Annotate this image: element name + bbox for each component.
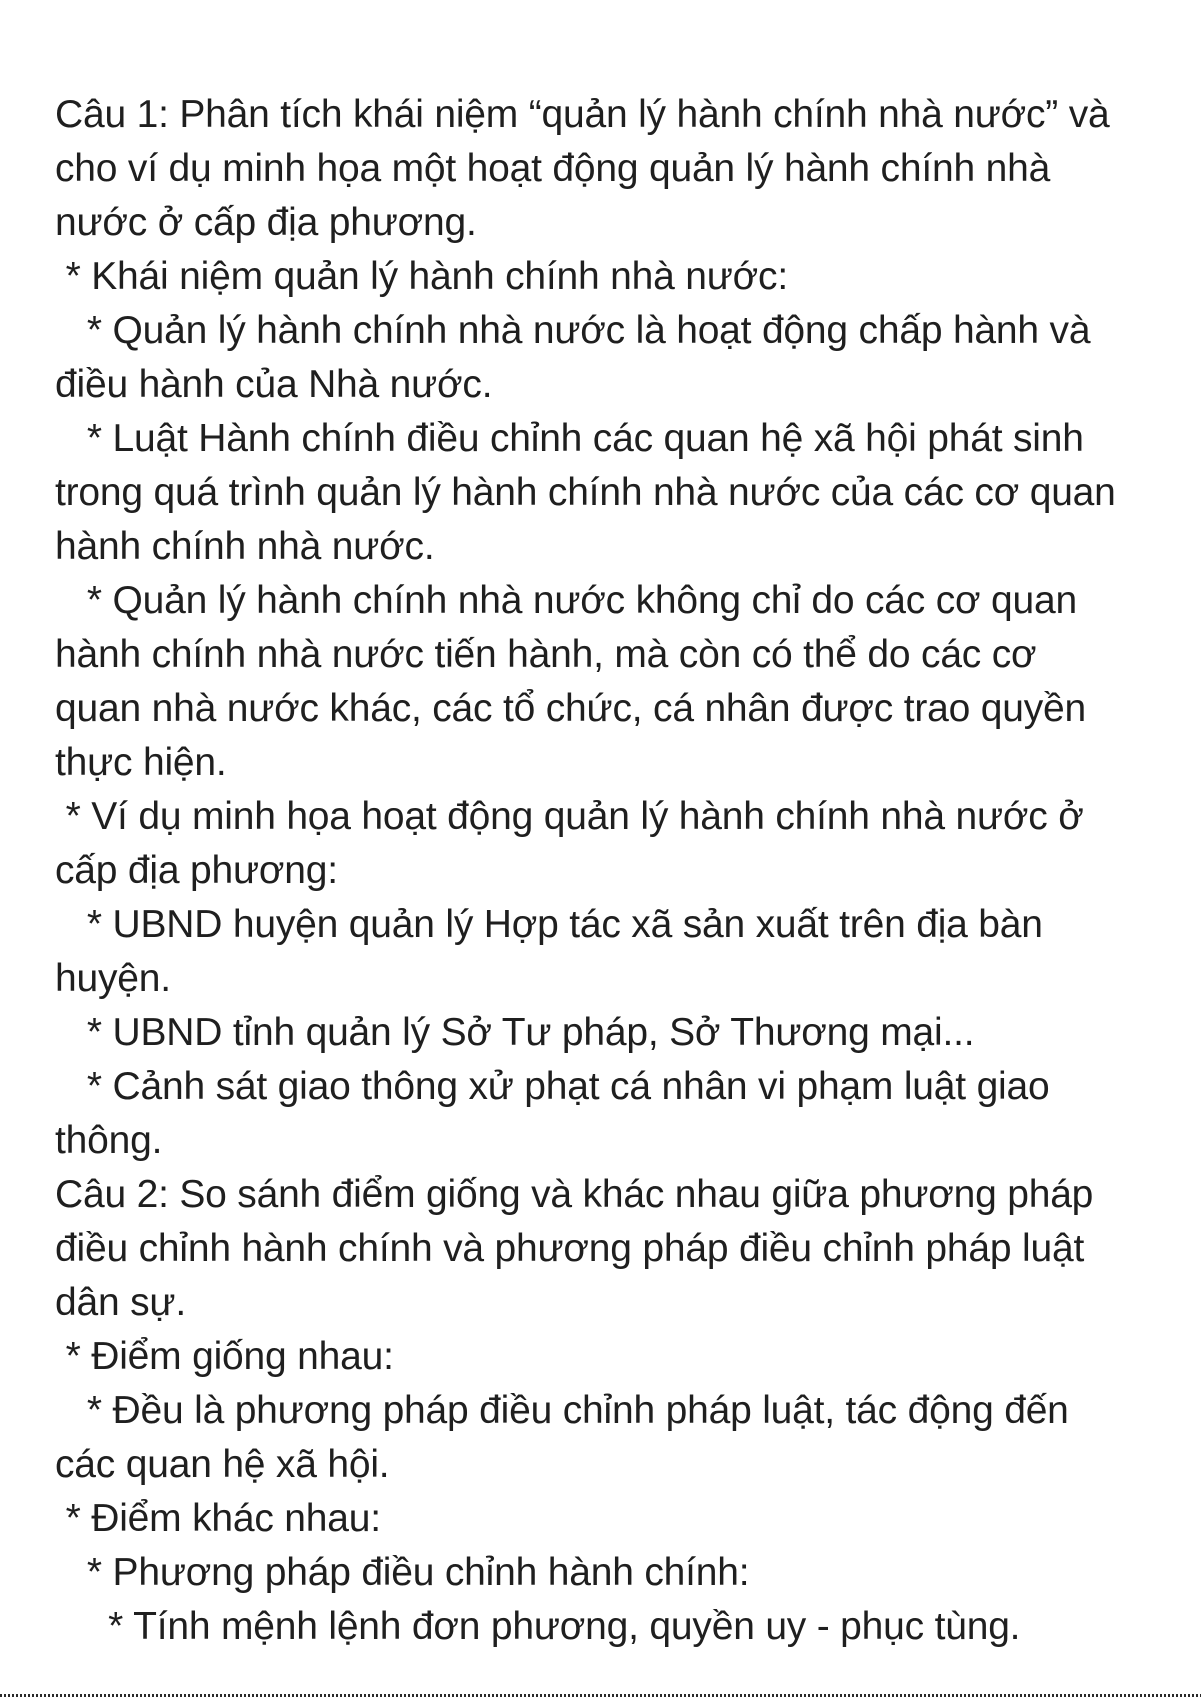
question-2-title-line-3: dân sự.	[55, 1281, 186, 1324]
concept-point-3-line-4: thực hiện.	[55, 741, 227, 784]
document-body	[55, 88, 1165, 1654]
concept-point-1-line-1: * Quản lý hành chính nhà nước là hoạt động chấp hành và	[55, 309, 1091, 352]
concept-point-2-line-2: trong quá trình quản lý hành chính nhà nước của các cơ quan	[55, 471, 1116, 514]
similarity-point-line-1: * Đều là phương pháp điều chỉnh pháp luật, tác động đến	[55, 1389, 1069, 1432]
example-heading-line-2: cấp địa phương:	[55, 849, 338, 892]
similarity-heading: * Điểm giống nhau:	[55, 1335, 394, 1378]
concept-point-2-line-1: * Luật Hành chính điều chỉnh các quan hệ xã hội phát sinh	[55, 417, 1084, 460]
difference-heading: * Điểm khác nhau:	[55, 1497, 381, 1540]
example-point-1-line-1: * UBND huyện quản lý Hợp tác xã sản xuất trên địa bàn	[55, 903, 1043, 946]
concept-point-3-line-1: * Quản lý hành chính nhà nước không chỉ do các cơ quan	[55, 579, 1078, 622]
concept-point-3-line-2: hành chính nhà nước tiến hành, mà còn có thể do các cơ	[55, 633, 1037, 676]
administrative-method-point-1: * Tính mệnh lệnh đơn phương, quyền uy - phục tùng.	[55, 1605, 1021, 1648]
concept-point-3-line-3: quan nhà nước khác, các tổ chức, cá nhân được trao quyền	[55, 687, 1087, 730]
concept-point-2-line-3: hành chính nhà nước.	[55, 525, 435, 568]
administrative-method-heading: * Phương pháp điều chỉnh hành chính:	[55, 1551, 750, 1594]
concept-point-1-line-2: điều hành của Nhà nước.	[55, 363, 493, 406]
example-point-1-line-2: huyện.	[55, 957, 171, 1000]
question-1-title-line-2: cho ví dụ minh họa một hoạt động quản lý hành chính nhà	[55, 147, 1051, 190]
question-2-title-line-2: điều chỉnh hành chính và phương pháp điều chỉnh pháp luật	[55, 1227, 1085, 1270]
example-heading-line-1: * Ví dụ minh họa hoạt động quản lý hành chính nhà nước ở	[55, 795, 1084, 838]
example-point-3-line-2: thông.	[55, 1119, 163, 1162]
example-point-3-line-1: * Cảnh sát giao thông xử phạt cá nhân vi phạm luật giao	[55, 1065, 1050, 1108]
question-1-title-line-3: nước ở cấp địa phương.	[55, 201, 477, 244]
question-1-title-line-1: Câu 1: Phân tích khái niệm “quản lý hành chính nhà nước” và	[55, 93, 1110, 136]
similarity-point-line-2: các quan hệ xã hội.	[55, 1443, 390, 1486]
concept-heading: * Khái niệm quản lý hành chính nhà nước:	[55, 255, 788, 298]
question-2-title-line-1: Câu 2: So sánh điểm giống và khác nhau giữa phương pháp	[55, 1173, 1094, 1216]
example-point-2: * UBND tỉnh quản lý Sở Tư pháp, Sở Thương mại...	[55, 1011, 975, 1054]
